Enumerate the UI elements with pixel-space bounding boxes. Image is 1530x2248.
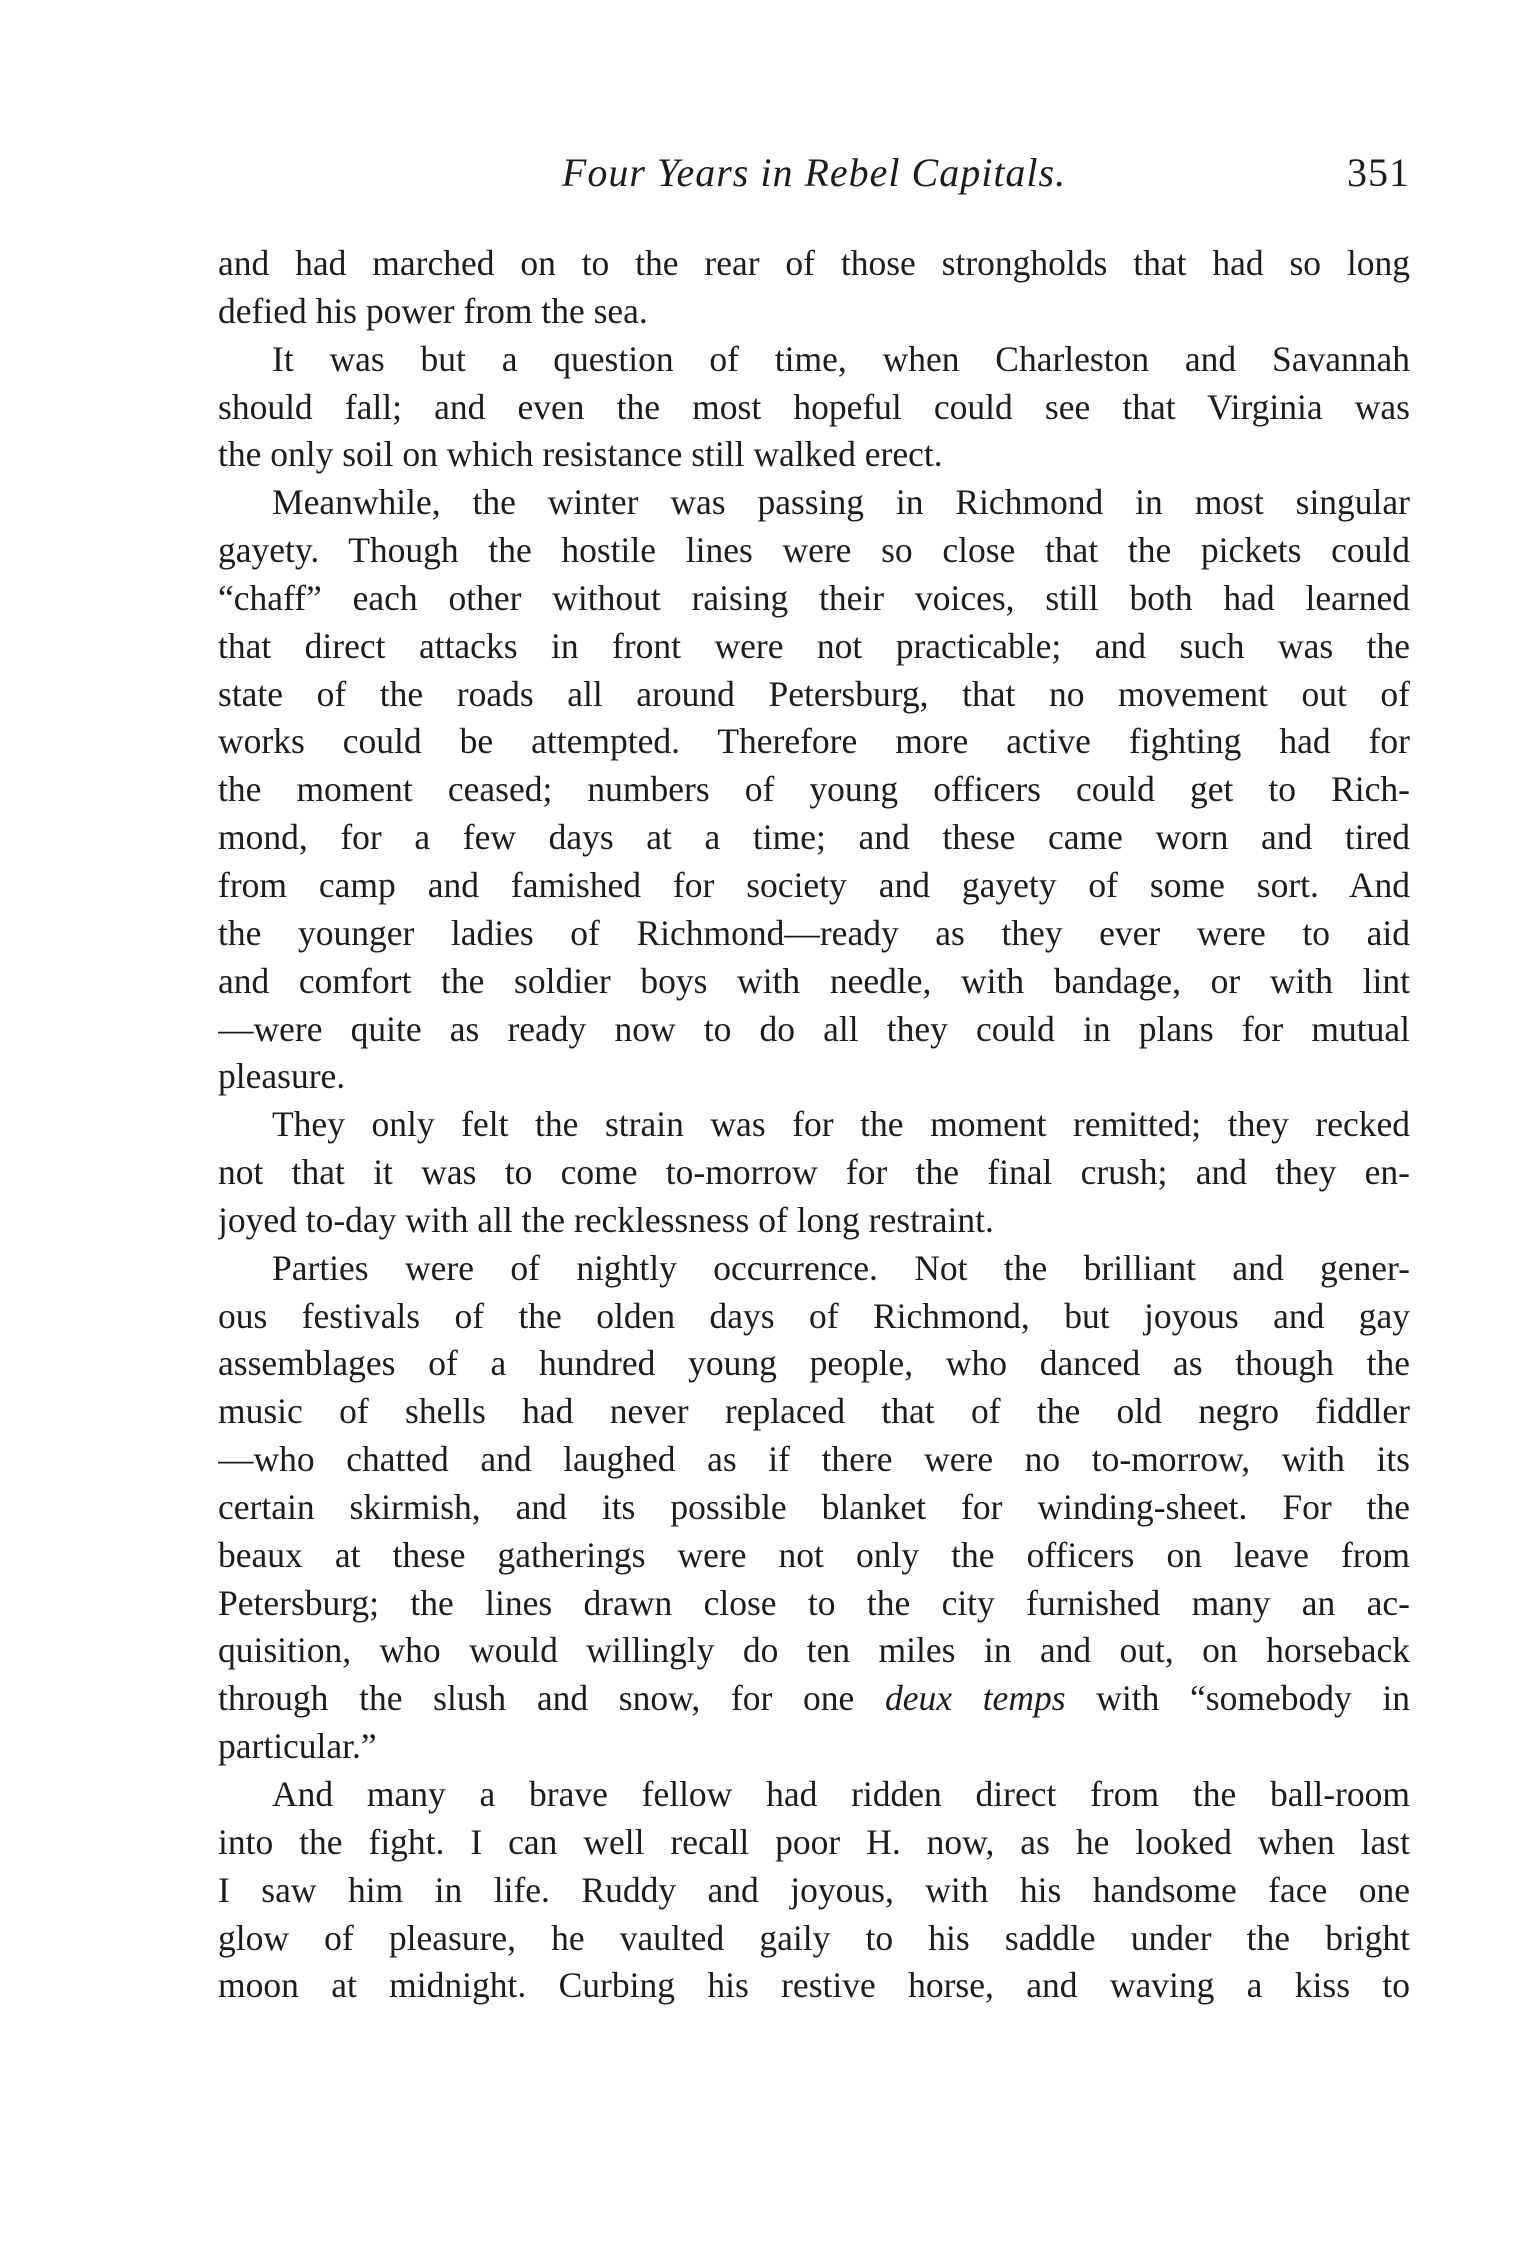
text-line: moon at midnight. Curbing his restive horse, and waving a kiss to	[218, 1965, 1410, 2006]
running-title: Four Years in Rebel Capitals.	[561, 150, 1067, 195]
text-line: I saw him in life. Ruddy and joyous, with his handsome face one	[218, 1869, 1410, 1910]
text-line: assemblages of a hundred young people, who danced as though the	[218, 1343, 1410, 1384]
text-line: certain skirmish, and its possible blanket for winding-sheet. For the	[218, 1486, 1410, 1527]
text-line: defied his power from the sea.	[218, 290, 648, 331]
text-line: They only felt the strain was for the moment remitted; they recked	[272, 1104, 1410, 1145]
text-line: —were quite as ready now to do all they could in plans for mutual	[218, 1008, 1410, 1049]
text-line: glow of pleasure, he vaulted gaily to his saddle under the bright	[218, 1917, 1410, 1958]
text-line: and comfort the soldier boys with needle, with bandage, or with lint	[218, 960, 1410, 1001]
text-line: joyed to-day with all the recklessness of long restraint.	[218, 1199, 994, 1240]
text-line: gayety. Though the hostile lines were so close that the pickets could	[218, 530, 1410, 571]
text-line: It was but a question of time, when Charleston and Savannah	[272, 338, 1410, 379]
text-line: pleasure.	[218, 1056, 346, 1097]
text-line: state of the roads all around Petersburg, that no movement out of	[218, 673, 1410, 714]
text-line: and had marched on to the rear of those strongholds that had so long	[218, 243, 1410, 283]
text-line: that direct attacks in front were not practicable; and such was the	[218, 625, 1410, 666]
body-text	[218, 240, 1410, 2010]
text-line: And many a brave fellow had ridden direct from the ball-room	[272, 1774, 1410, 1814]
text-line: Parties were of nightly occurrence. Not the brilliant and gener-	[272, 1247, 1410, 1288]
text-line: particular.”	[218, 1726, 377, 1767]
page-header	[218, 146, 1410, 200]
text-line: mond, for a few days at a time; and these came worn and tired	[218, 817, 1410, 858]
line-text-after: with “somebody in	[1065, 1678, 1410, 1719]
text-line: Meanwhile, the winter was passing in Richmond in most singular	[272, 482, 1410, 523]
text-line: from camp and famished for society and gayety of some sort. And	[218, 864, 1410, 905]
text-line-with-italic	[218, 1675, 1410, 1723]
page-number: 351	[1347, 150, 1410, 195]
italic-phrase: deux temps	[885, 1678, 1066, 1719]
text-line: Petersburg; the lines drawn close to the city furnished many an ac-	[218, 1582, 1410, 1623]
text-line: music of shells had never replaced that of the old negro fiddler	[218, 1391, 1410, 1432]
text-line: beaux at these gatherings were not only the officers on leave from	[218, 1534, 1410, 1575]
text-line: the only soil on which resistance still walked erect.	[218, 434, 943, 475]
text-line: should fall; and even the most hopeful could see that Virginia was	[218, 386, 1410, 427]
text-line: works could be attempted. Therefore more active fighting had for	[218, 721, 1410, 762]
text-line: quisition, who would willingly do ten miles in and out, on horseback	[218, 1630, 1410, 1671]
text-line: into the fight. I can well recall poor H. now, as he looked when last	[218, 1821, 1410, 1862]
line-text-before: through the slush and snow, for one	[218, 1678, 885, 1719]
text-line: the younger ladies of Richmond—ready as they ever were to aid	[218, 912, 1410, 953]
text-line: not that it was to come to-morrow for the final crush; and they en-	[218, 1152, 1410, 1193]
text-line: ous festivals of the olden days of Richmond, but joyous and gay	[218, 1295, 1410, 1336]
text-line: “chaff” each other without raising their voices, still both had learned	[218, 577, 1410, 618]
text-line: —who chatted and laughed as if there were no to-morrow, with its	[218, 1439, 1410, 1480]
text-line: the moment ceased; numbers of young officers could get to Rich-	[218, 769, 1410, 810]
